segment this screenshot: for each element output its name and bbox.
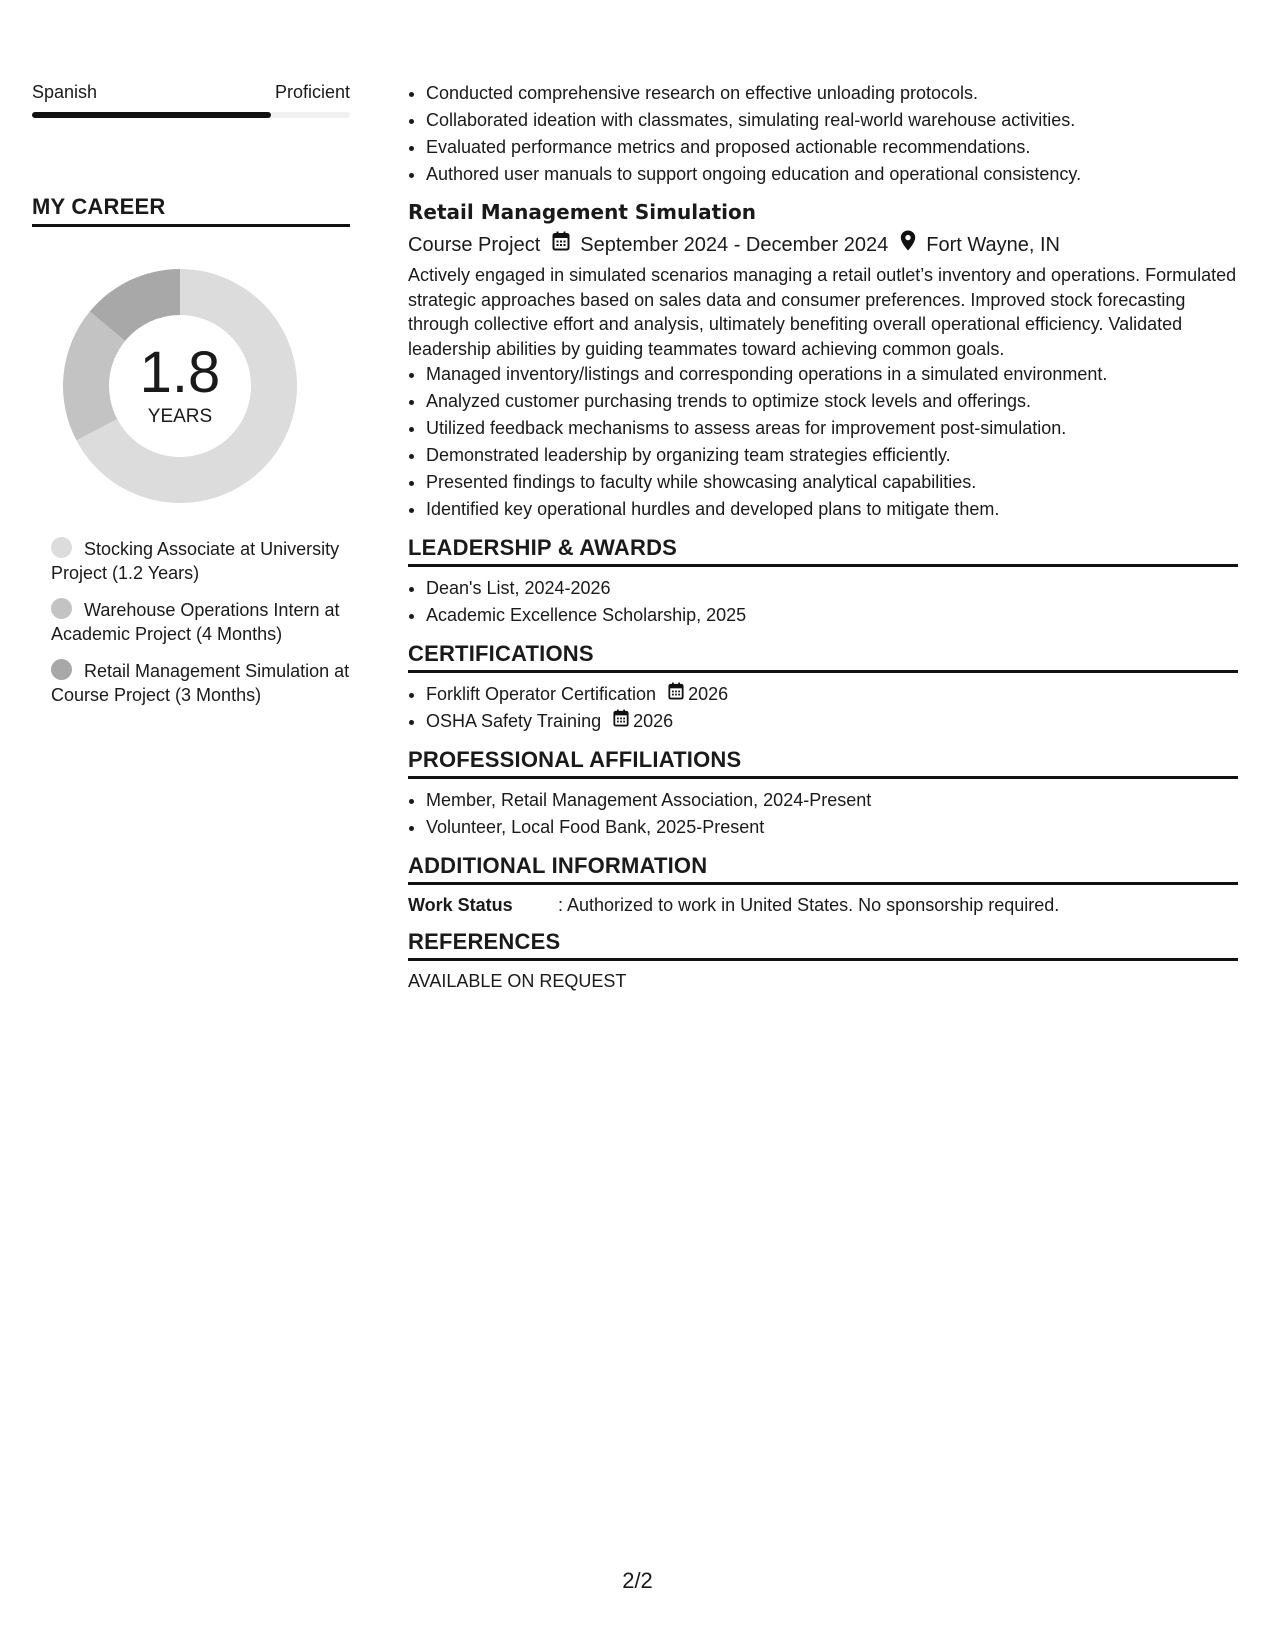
references-heading: REFERENCES [408, 929, 1238, 961]
calendar-icon [668, 681, 684, 708]
certifications-heading: CERTIFICATIONS [408, 641, 1238, 673]
list-item: • Authored user manuals to support ongoing education and operational consistency. [426, 161, 1238, 188]
list-item: • Evaluated performance metrics and proposed actionable recommendations. [426, 134, 1238, 161]
project-bullets [408, 361, 1238, 523]
career-heading: MY CAREER [32, 194, 350, 227]
legend-dot [51, 598, 72, 619]
donut-center [55, 261, 305, 511]
list-item [426, 708, 1238, 735]
list-item: • Identified key operational hurdles and developed plans to mitigate them. [426, 496, 1238, 523]
language-proficiency-fill [32, 112, 271, 118]
work-status-row [408, 893, 1238, 917]
list-item: • Volunteer, Local Food Bank, 2025-Present [426, 814, 1238, 841]
list-item: • Conducted comprehensive research on effective unloading protocols. [426, 80, 1238, 107]
project-meta [408, 230, 1238, 259]
career-donut-chart [55, 261, 305, 511]
project-type: Course Project [408, 233, 541, 256]
affiliations-heading: PROFESSIONAL AFFILIATIONS [408, 747, 1238, 779]
legend-dot [51, 659, 72, 680]
language-row [32, 80, 350, 104]
project-title: Retail Management Simulation [408, 200, 756, 224]
leadership-heading: LEADERSHIP & AWARDS [408, 535, 1238, 567]
page-number: 2/2 [622, 1568, 653, 1593]
references-text: AVAILABLE ON REQUEST [408, 971, 627, 991]
language-name: Spanish [32, 82, 98, 102]
right-column [408, 80, 1238, 993]
left-column [32, 80, 350, 720]
certification-name: • Forklift Operator Certification [426, 684, 657, 704]
project-description: Actively engaged in simulated scenarios managing a retail outlet’s inventory and operations. Formulated strategic approaches based on sales data and consumer preferences. Improved stock forecasting through collective effort and analysis, ultimately benefiting overall operational efficiency. Validated leadership abilities by guiding teammates toward achieving common goals. [408, 265, 1237, 359]
certification-year: 2026 [688, 684, 729, 704]
list-item: • Presented findings to faculty while showcasing analytical capabilities. [426, 469, 1238, 496]
legend-item [51, 659, 350, 707]
previous-project-bullets [408, 80, 1238, 188]
calendar-icon [613, 708, 629, 735]
certification-name: • OSHA Safety Training [426, 711, 602, 731]
career-total-years: 1.8 [139, 340, 221, 405]
legend-dot [51, 537, 72, 558]
legend-label: Retail Management Simulation at Course Project (3 Months) [51, 661, 350, 705]
leadership-list [408, 575, 1238, 629]
list-item [426, 681, 1238, 708]
affiliations-list [408, 787, 1238, 841]
list-item: • Utilized feedback mechanisms to assess areas for improvement post-simulation. [426, 415, 1238, 442]
list-item: • Dean's List, 2024-2026 [426, 575, 1238, 602]
language-proficiency-bar [32, 112, 350, 118]
legend-item [51, 537, 350, 585]
list-item: • Member, Retail Management Association, 2024-Present [426, 787, 1238, 814]
certification-year: 2026 [633, 711, 674, 731]
work-status-value: : Authorized to work in United States. No sponsorship required. [558, 895, 1060, 915]
list-item: • Analyzed customer purchasing trends to optimize stock levels and offerings. [426, 388, 1238, 415]
list-item: • Academic Excellence Scholarship, 2025 [426, 602, 1238, 629]
additional-info-heading: ADDITIONAL INFORMATION [408, 853, 1238, 885]
certifications-list [408, 681, 1238, 735]
project-dates: September 2024 - December 2024 [580, 233, 889, 256]
work-status-label: Work Status [408, 895, 513, 915]
list-item: • Demonstrated leadership by organizing team strategies efficiently. [426, 442, 1238, 469]
calendar-icon [552, 231, 570, 259]
legend-label: Stocking Associate at University Project (1.2 Years) [51, 539, 340, 583]
language-level: Proficient [274, 82, 350, 102]
legend-item [51, 598, 350, 646]
location-pin-icon [900, 230, 916, 259]
career-legend [51, 537, 350, 707]
list-item: • Collaborated ideation with classmates, simulating real-world warehouse activities. [426, 107, 1238, 134]
legend-label: Warehouse Operations Intern at Academic Project (4 Months) [51, 600, 340, 644]
list-item: • Managed inventory/listings and corresponding operations in a simulated environment. [426, 361, 1238, 388]
career-total-unit: YEARS [147, 406, 213, 427]
project-location: Fort Wayne, IN [926, 233, 1060, 256]
